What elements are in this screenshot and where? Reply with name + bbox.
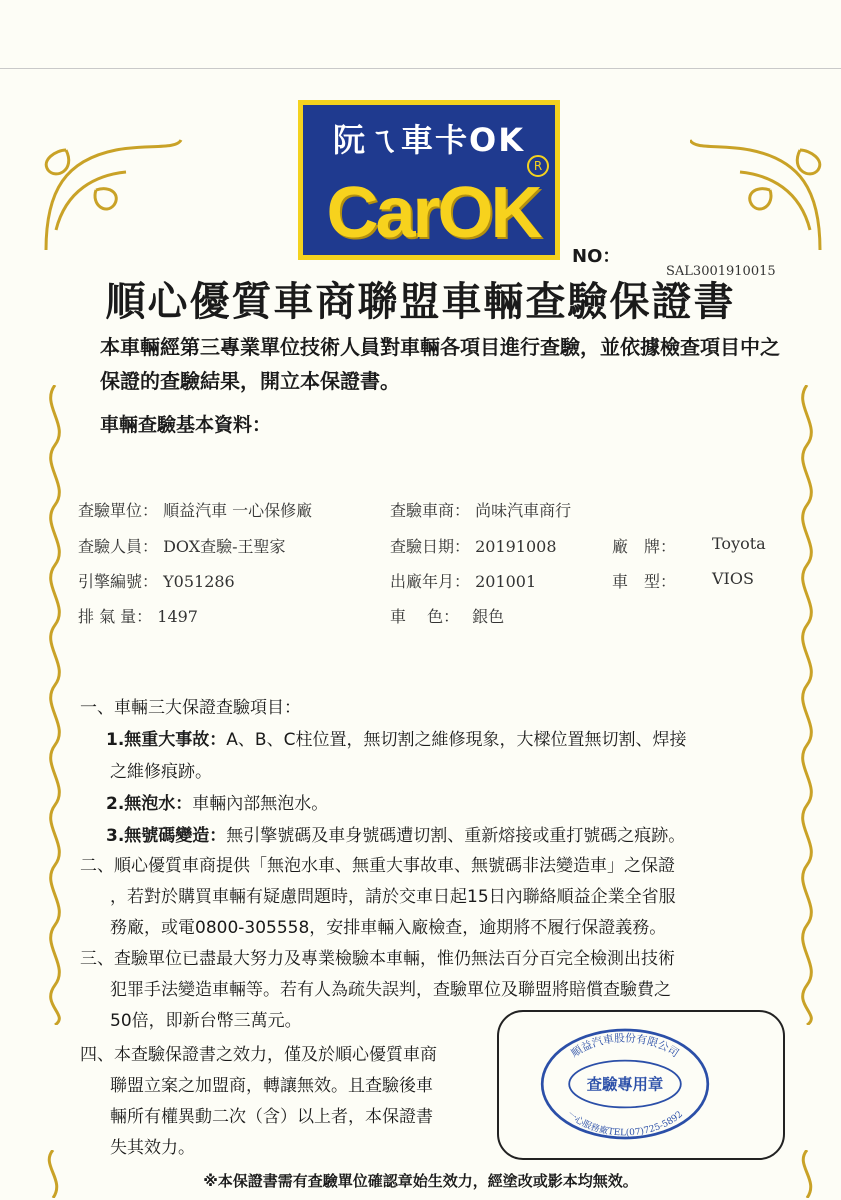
section-4-line-4: 失其效力。 xyxy=(110,1138,195,1158)
engine-number: 引擎編號： Y051286 xyxy=(78,572,235,591)
corner-ornament-top-left xyxy=(36,130,186,260)
manufacture-date: 出廠年月： 201001 xyxy=(390,572,537,591)
basic-info-heading: 車輛查驗基本資料： xyxy=(100,414,272,436)
section-1-item-1 xyxy=(106,725,686,756)
displacement: 排 氣 量： 1497 xyxy=(78,607,198,626)
section-1-title: 一、車輛三大保證查驗項目： xyxy=(80,698,301,718)
item-2-body: 車輛內部無泡水。 xyxy=(192,794,329,814)
logo-main-text xyxy=(323,173,543,253)
section-1-item-2 xyxy=(106,789,328,820)
logo-wordmark: CarOK xyxy=(326,173,540,253)
carok-logo xyxy=(298,100,560,260)
stamp-bottom-text: 一心服務廠TEL(07)725-5892 xyxy=(565,1109,685,1139)
section-3-line-3: 50倍，即新台幣三萬元。 xyxy=(110,1011,302,1031)
stamp-area xyxy=(497,1010,785,1160)
top-divider xyxy=(0,68,841,69)
section-4-line-2: 聯盟立案之加盟商，轉讓無效。且查驗後車 xyxy=(110,1076,433,1096)
inspection-dealer: 查驗車商： 尚味汽車商行 xyxy=(390,501,572,520)
brand-label: 廠 牌： xyxy=(612,537,677,556)
section-2-line-3: 務廠，或電0800-305558，安排車輛入廠檢查，逾期將不履行保證義務。 xyxy=(110,918,667,938)
inspection-stamp xyxy=(535,1024,715,1144)
registered-mark-icon: R xyxy=(527,155,549,177)
section-2-line-2: ，若對於購買車輛有疑慮問題時，請於交車日起15日內聯絡順益企業全省服 xyxy=(110,887,676,907)
side-ornament-left xyxy=(38,385,72,1025)
svg-text:一心服務廠TEL(07)725-5892 xyxy=(565,1110,685,1139)
stamp-top-text: 順益汽車股份有限公司 xyxy=(568,1031,682,1060)
brand-value: Toyota xyxy=(712,534,766,553)
section-4-line-1: 四、本查驗保證書之效力，僅及於順心優質車商 xyxy=(80,1045,437,1065)
section-3-line-2: 犯罪手法變造車輛等。若有人為疏失誤判，查驗單位及聯盟將賠償查驗費之 xyxy=(110,980,671,1000)
section-3-line-1: 三、查驗單位已盡最大努力及專業檢驗本車輛，惟仍無法百分百完全檢測出技術 xyxy=(80,949,675,969)
intro-text: 本車輛經第三專業單位技術人員對車輛各項目進行查驗，並依據檢查項目中之保證的查驗結果，開立本保證書。 xyxy=(100,335,780,393)
section-2-line-1: 二、順心優質車商提供「無泡水車、無重大事故車、無號碼非法變造車」之保證 xyxy=(80,856,675,876)
number-label: NO： xyxy=(572,246,621,267)
item-3-head: 3.無號碼變造： xyxy=(106,826,227,846)
item-1-head: 1.無重大事故： xyxy=(106,730,227,750)
item-2-head: 2.無泡水： xyxy=(106,794,193,814)
footer-note: ※本保證書需有查驗單位確認章始生效力，經塗改或影本均無效。 xyxy=(203,1172,638,1190)
item-1-body: A、B、C柱位置，無切割之維修現象，大樑位置無切割、焊接 xyxy=(226,730,687,750)
vehicle-color: 車 色： 銀色 xyxy=(390,607,505,626)
corner-ornament-top-right xyxy=(690,130,830,260)
logo-top-text: 阮ㄟ車卡OK xyxy=(332,121,525,159)
stamp-middle-text: 查驗專用章 xyxy=(586,1075,664,1094)
section-1-item-3 xyxy=(106,821,685,852)
certificate-title: 順心優質車商聯盟車輛查驗保證書 xyxy=(105,279,736,325)
side-ornament-right xyxy=(790,385,824,1025)
serial-number: SAL3001910015 xyxy=(666,264,776,279)
model-value: VIOS xyxy=(712,569,754,588)
inspection-unit: 查驗單位： 順益汽車 一心保修廠 xyxy=(78,501,313,520)
section-1-item-1-cont: 之維修痕跡。 xyxy=(110,762,212,782)
item-3-body: 無引擎號碼及車身號碼遭切割、重新熔接或重打號碼之痕跡。 xyxy=(226,826,686,846)
section-4-line-3: 輛所有權異動二次（含）以上者，本保證書 xyxy=(110,1107,433,1127)
inspector: 查驗人員： DOX查驗-王聖家 xyxy=(78,537,286,556)
inspection-date: 查驗日期： 20191008 xyxy=(390,537,557,556)
model-label: 車 型： xyxy=(612,572,677,591)
